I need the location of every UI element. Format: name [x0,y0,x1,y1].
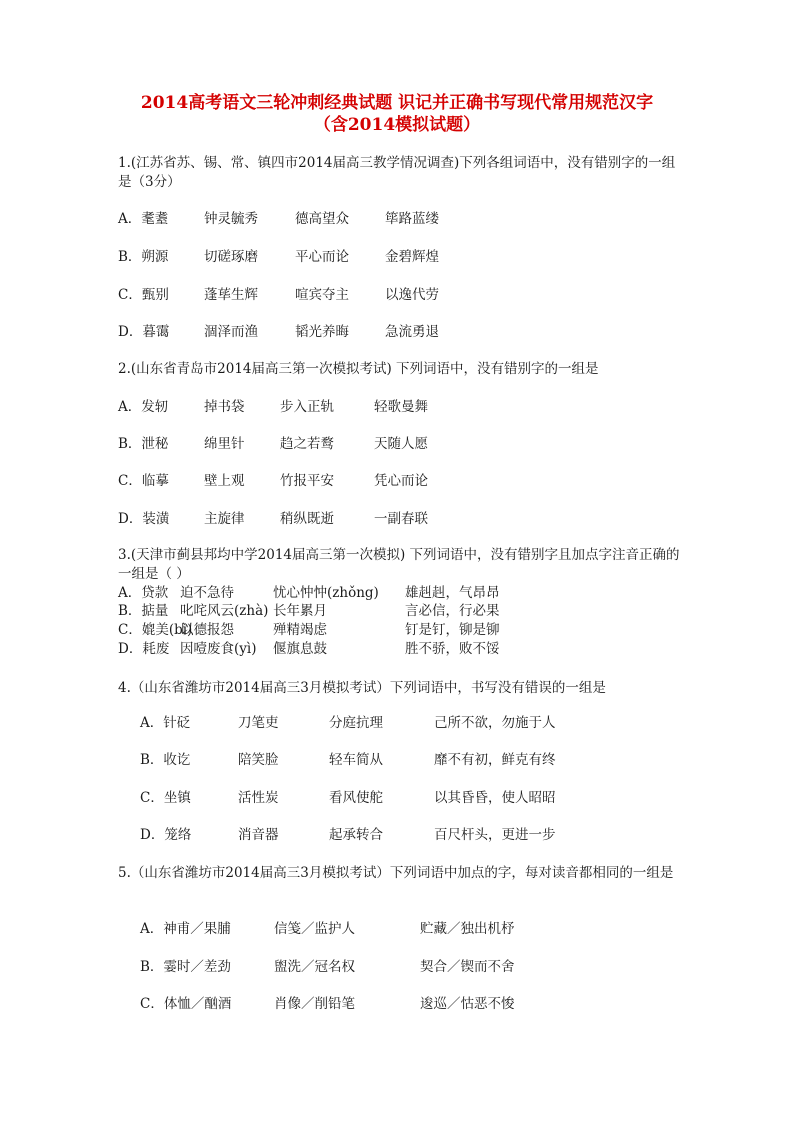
option-label: C．媲美(bì) [118,622,193,638]
question-3-stem: 3.(天津市蓟县邦均中学2014届高三第一次模拟) 下列词语中，没有错别字且加点字注音正确的一组是（ ） [118,547,680,582]
option-term: 契合／锲而不舍 [420,959,515,975]
option-label: B．霎时／差劲 [140,959,231,975]
option-term: 以其昏昏，使人昭昭 [434,790,556,806]
option-term: 活性炭 [238,790,279,806]
question-2-stem: 2.(山东省青岛市2014届高三第一次模拟考试) 下列词语中，没有错别字的一组是 [118,361,599,377]
option-term: 蓬荜生辉 [204,287,258,303]
option-term: 逡巡／怙恶不悛 [420,996,515,1012]
option-term: 看风使舵 [329,790,383,806]
option-label: B．掂量 [118,603,169,619]
option-term: 平心而论 [295,249,349,265]
option-term: 急流勇退 [385,324,439,340]
option-term: 竹报平安 [280,473,334,489]
option-term: 盥洗／冠名权 [274,959,355,975]
option-term: 步入正轨 [280,399,334,415]
option-term: 轻歌曼舞 [374,399,428,415]
option-term: 雄赳赳，气昂昂 [405,585,500,601]
option-term: 涸泽而渔 [204,324,258,340]
option-label: C．体恤／酗酒 [140,996,232,1012]
option-term: 切磋琢磨 [204,249,258,265]
option-term: 筚路蓝缕 [385,211,439,227]
option-term: 以逸代劳 [385,287,439,303]
question-1-stem: 1.(江苏省苏、锡、常、镇四市2014届高三教学情况调查)下列各组词语中，没有错别字的一组是（3分） [118,155,676,190]
option-term: 叱咤风云(zhà) [180,603,269,619]
option-term: 轻车简从 [329,752,383,768]
option-term: 忧心忡忡(zhǒng) [273,585,379,601]
document-subtitle: （含2014模拟试题） [313,115,481,135]
option-term: 肖像／削铅笔 [274,996,355,1012]
option-term: 长年累月 [273,603,327,619]
option-term: 胜不骄，败不馁 [405,641,500,657]
option-term: 钉是钉，铆是铆 [405,622,500,638]
option-term: 稍纵既逝 [280,511,334,527]
option-term: 绵里针 [204,436,245,452]
option-term: 百尺杆头，更进一步 [434,827,556,843]
option-term: 掉书袋 [204,399,245,415]
option-term: 凭心而论 [374,473,428,489]
option-term: 起承转合 [329,827,383,843]
option-term: 韬光养晦 [295,324,349,340]
option-label: B．收讫 [140,752,191,768]
option-term: 德高望众 [295,211,349,227]
option-label: C．坐镇 [140,790,191,806]
option-term: 主旋律 [204,511,245,527]
option-term: 金碧辉煌 [385,249,439,265]
option-term: 贮藏／独出机杼 [420,921,515,937]
option-label: C．甄别 [118,287,169,303]
option-term: 钟灵毓秀 [204,211,258,227]
question-5-stem: 5.（山东省潍坊市2014届高三3月模拟考试）下列词语中加点的字，每对读音都相同的一组是 [118,865,674,881]
option-label: A．神甫／果脯 [140,921,231,937]
option-label: D．笼络 [140,827,192,843]
option-label: A．耄耋 [118,211,169,227]
option-term: 分庭抗理 [329,715,383,731]
option-term: 趋之若鹜 [280,436,334,452]
option-term: 一副春联 [374,511,428,527]
option-term: 己所不欲，勿施于人 [434,715,556,731]
option-term: 靡不有初，鲜克有终 [434,752,556,768]
option-term: 言必信，行必果 [405,603,500,619]
option-term: 喧宾夺主 [295,287,349,303]
option-label: A．针砭 [140,715,191,731]
document-title: 2014高考语文三轮冲刺经典试题 识记并正确书写现代常用规范汉字 [140,93,654,113]
option-term: 天随人愿 [374,436,428,452]
option-label: D．耗废 [118,641,170,657]
option-term: 以德报怨 [180,622,234,638]
option-label: C．临摹 [118,473,169,489]
option-label: A．发轫 [118,399,169,415]
option-term: 因噎废食(yì) [180,641,257,657]
option-label: A．贷款 [118,585,169,601]
option-label: D．装潢 [118,511,170,527]
option-term: 壁上观 [204,473,245,489]
option-term: 消音器 [238,827,279,843]
option-term: 陪笑脸 [238,752,279,768]
option-term: 殚精竭虑 [273,622,327,638]
option-term: 迫不急待 [180,585,234,601]
option-label: B．朔源 [118,249,169,265]
question-4-stem: 4.（山东省潍坊市2014届高三3月模拟考试）下列词语中，书写没有错误的一组是 [118,680,606,696]
option-label: D．暮霭 [118,324,170,340]
option-label: B．泄秘 [118,436,169,452]
option-term: 刀笔吏 [238,715,279,731]
option-term: 偃旗息鼓 [273,641,327,657]
option-term: 信笺／监护人 [274,921,355,937]
